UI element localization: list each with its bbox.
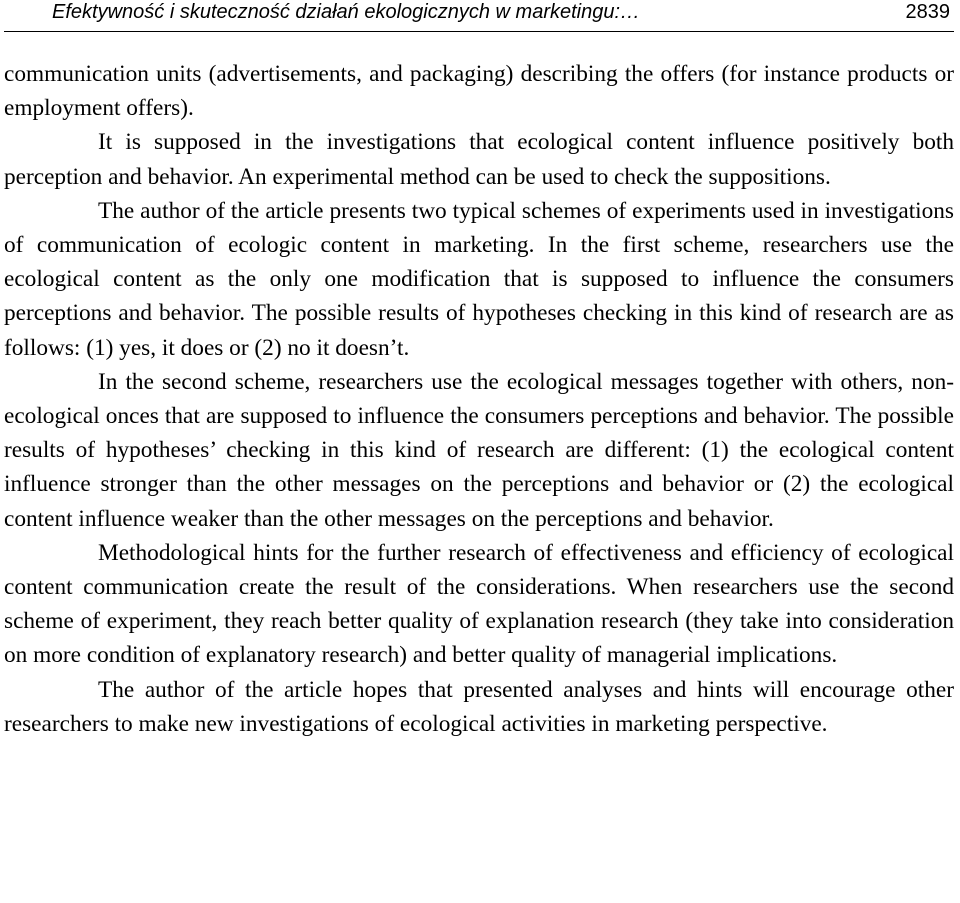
paragraph-continuation: communication units (advertisements, and packaging) describing the offers (for instance products or employment offers). [4,61,954,122]
paragraph-methodological-hints: Methodological hints for the further research of effectiveness and efficiency of ecological content communication create the result of the considerations. When researchers use the second scheme of experiment, they reach better quality of explanation research (they take into consideration on more condition of explanatory research) and better quality of managerial implications. [4,539,954,669]
running-header [4,0,954,28]
page-number: 2839 [905,1,950,23]
header-rule [4,31,954,32]
paragraph-conclusion: The author of the article hopes that presented analyses and hints will encourage other researchers to make new investigations of ecological activities in marketing perspective. [4,676,954,737]
paragraph-second-scheme: In the second scheme, researchers use the ecological messages together with others, non-ecological onces that are supposed to influence the consumers perceptions and behavior. The possible results of hypotheses’ checking in this kind of research are different: (1) the ecological content influence stronger than the other messages on the perceptions and behavior or (2) the ecological content influence weaker than the other messages on the perceptions and behavior. [4,368,954,532]
paragraph-suppositions: It is supposed in the investigations that ecological content influence positively both perception and behavior. An experimental method can be used to check the suppositions. [4,129,954,190]
paragraph-first-scheme: The author of the article presents two typical schemes of experiments used in investigations of communication of ecologic content in marketing. In the first scheme, researchers use the ecological content as the only one modification that is supposed to influence the consumers perceptions and behavior. The possible results of hypotheses checking in this kind of research are as follows: (1) yes, it does or (2) no it doesn’t. [4,197,954,361]
running-title: Efektywność i skuteczność działań ekologicznych w marketingu:… [52,1,641,23]
body-text [4,57,954,741]
